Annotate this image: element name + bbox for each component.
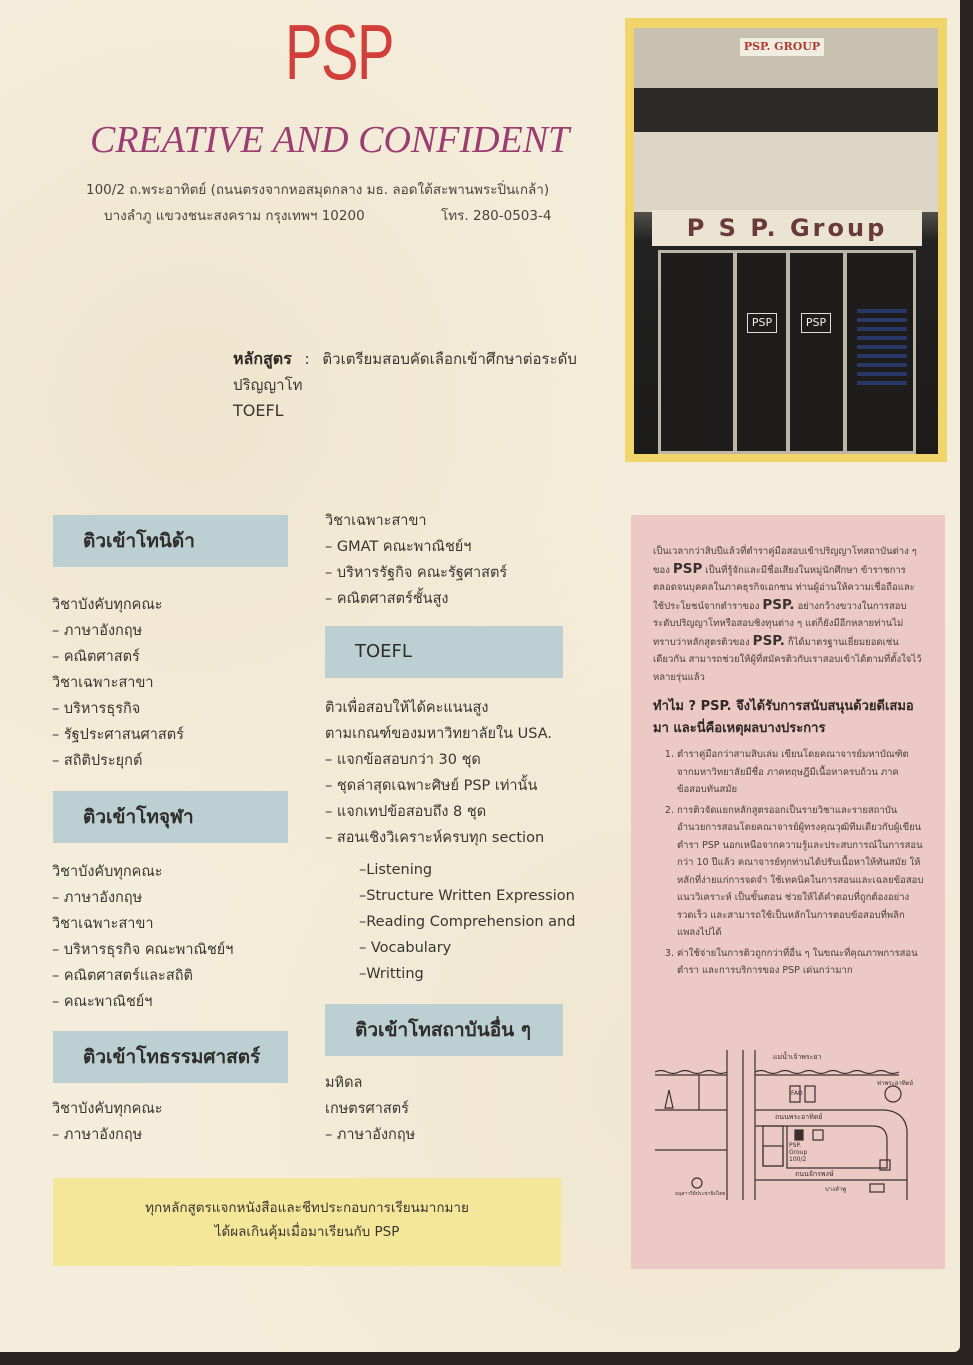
list-item: ติวเพื่อสอบให้ได้คะแนนสูง bbox=[325, 700, 489, 716]
list-item: วิชาบังคับทุกคณะ bbox=[52, 1101, 163, 1117]
why-heading: ทำไม ? PSP. จึงได้รับการสนับสนุนด้วยดีเสมอมา และนี่คือเหตุผลบางประการ bbox=[653, 699, 914, 736]
course-label: หลักสูตร bbox=[233, 349, 292, 368]
list-item: มหิดล bbox=[325, 1075, 363, 1091]
list-item: – คณิตศาสตร์ bbox=[52, 649, 140, 665]
list-item: เกษตรศาสตร์ bbox=[325, 1101, 409, 1117]
map-label-fao: FAO bbox=[791, 1090, 803, 1097]
main-sign: P S P. Group bbox=[652, 210, 922, 246]
list-item: – สถิติประยุกต์ bbox=[52, 753, 143, 769]
list-item: – คณิตศาสตร์ชั้นสูง bbox=[325, 591, 449, 607]
others-list bbox=[325, 1070, 415, 1148]
list-item: – รัฐประศาสนศาสตร์ bbox=[52, 727, 184, 743]
list-item: วิชาเฉพาะสาขา bbox=[325, 513, 427, 529]
map-psp-marker: PSP. Group 100/2 bbox=[789, 1142, 808, 1163]
list-item: – ภาษาอังกฤษ bbox=[52, 890, 143, 906]
map-label-monument: อนุสาวรีย์ประชาธิปไตย bbox=[675, 1191, 726, 1197]
list-item: – แจกเทปข้อสอบถึง 8 ชุด bbox=[325, 804, 487, 820]
course-line-1: ติวเตรียมสอบคัดเลือกเข้าศึกษาต่อระดับ bbox=[322, 350, 577, 368]
list-subitem: –Structure Written Expression bbox=[359, 888, 575, 904]
chula-list bbox=[52, 859, 233, 1015]
list-item: – บริหารธุรกิจ bbox=[52, 701, 141, 717]
footer-banner-line-2: ได้ผลเกินคุ้มเมื่อมาเรียนกับ PSP bbox=[214, 1224, 400, 1240]
list-item: – ภาษาอังกฤษ bbox=[52, 1127, 143, 1143]
list-item: – บริหารธุรกิจ คณะพาณิชย์ฯ bbox=[52, 942, 234, 958]
location-map bbox=[655, 1050, 920, 1200]
list-subitem: –Reading Comprehension and bbox=[359, 914, 576, 930]
thammasat-specific-list bbox=[325, 508, 507, 612]
map-label-phra-athit: ถนนพระอาทิตย์ bbox=[775, 1113, 823, 1121]
balcony bbox=[634, 88, 938, 132]
list-item: วิชาเฉพาะสาขา bbox=[52, 675, 154, 691]
map-label-chakrabongse: ถนนจักรพงษ์ bbox=[795, 1170, 834, 1178]
list-item: – บริหารรัฐกิจ คณะรัฐศาสตร์ bbox=[325, 565, 508, 581]
section-header-thammasat: ติวเข้าโทธรรมศาสตร์ bbox=[53, 1031, 288, 1083]
list-item: – คณะพาณิชย์ฯ bbox=[52, 994, 153, 1010]
awning bbox=[634, 132, 938, 212]
reason-item: 3. ค่าใช้จ่ายในการติวถูกกว่าที่อื่น ๆ ในขณะที่คุณภาพการสอน ตำรา และการบริการของ PSP เด่นกว่ามาก bbox=[677, 945, 925, 980]
storefront-photo bbox=[634, 28, 938, 454]
nida-list bbox=[52, 592, 184, 774]
list-item: – ภาษาอังกฤษ bbox=[52, 623, 143, 639]
course-line-2: ปริญญาโท bbox=[233, 376, 303, 394]
map-drawing bbox=[655, 1050, 920, 1200]
course-line-3: TOEFL bbox=[233, 401, 284, 420]
section-header-nida: ติวเข้าโทนิด้า bbox=[53, 515, 288, 567]
map-label-river: แม่น้ำเจ้าพระยา bbox=[773, 1053, 822, 1061]
door-label-right: PSP bbox=[801, 313, 831, 333]
door-label-left: PSP bbox=[747, 313, 777, 333]
intro-paragraph: เป็นเวลากว่าสิบปีแล้วที่ตำราคู่มือสอบเข้าปริญญาโทสถาบันต่าง ๆ ของ PSP เป็นที่รู้จักและมีชื่อเสียงในหมู่นักศึกษา ข้าราชการ ตลอดจนบุคคลในภาคธุรกิจเอกชน ท่านผู้อ่านให้ความเชื่อถือและใช้ประโยชน์จากตำราของ PSP. อย่างกว้างขวางในการสอบระดับปริญญาโทหรือสอบชิงทุนต่าง ๆ แต่ก็ยังมีอีกหลายท่านไม่ทราบว่าหลักสูตรติวของ PSP. ก็ได้มาตรฐานเยี่ยมยอดเช่นเดียวกัน สามารถช่วยให้ผู้ที่สมัครติวกับเราสอบเข้าได้ตามที่ตั้งใจไว้หลายรุ่นแล้ว bbox=[653, 546, 922, 683]
list-subitem: – Vocabulary bbox=[359, 940, 452, 956]
footer-banner bbox=[53, 1178, 561, 1266]
list-item: – GMAT คณะพาณิชย์ฯ bbox=[325, 539, 472, 555]
toefl-list bbox=[325, 695, 575, 987]
reasons-list bbox=[653, 746, 925, 980]
reason-item: 2. การติวจัดแยกหลักสูตรออกเป็นรายวิชาและรายสถาบัน อำนวยการสอนโดยคณาจารย์ผู้ทรงคุณวุฒิทีมเดียวกับผู้เขียนตำรา PSP นอกเหนือจากความรู้และประสบการณ์ในการสอนกว่า 10 ปีแล้ว คณาจารย์ทุกท่านได้ปรับเนื้อหาให้ทันสมัย ให้หลักที่ง่ายแก่การจดจำ ใช้เทคนิคในการสอนและเฉลยข้อสอบแนววิเคราะห์ เป็นขั้นตอน ช่วยให้ได้คำตอบที่ถูกต้องอย่างรวดเร็ว และสามารถใช้เป็นหลักในการตอบข้อสอบที่พลิกแพลงไปได้ bbox=[677, 802, 925, 942]
address-line-2: บางลำภู แขวงชนะสงคราม กรุงเทพฯ 10200 bbox=[104, 208, 365, 224]
list-subitem: –Listening bbox=[359, 862, 433, 878]
list-item: – แจกข้อสอบกว่า 30 ชุด bbox=[325, 752, 481, 768]
list-subitem: –Writting bbox=[359, 966, 424, 982]
door-frame bbox=[843, 253, 847, 451]
list-item: – สอนเชิงวิเคราะห์ครบทุก section bbox=[325, 830, 545, 846]
address-line-1: 100/2 ถ.พระอาทิตย์ (ถนนตรงจากหอสมุดกลาง มธ. ลอดใต้สะพานพระปิ่นเกล้า) bbox=[86, 182, 550, 198]
about-text bbox=[653, 543, 925, 983]
section-header-others: ติวเข้าโทสถาบันอื่น ๆ bbox=[325, 1004, 563, 1056]
reason-item: 1. ตำราคู่มือกว่าสามสิบเล่ม เขียนโดยคณาจารย์มหาบัณฑิตจากมหาวิทยาลัยมีชื่อ ภาคทฤษฎีมีเนื้อหาครบถ้วน ภาคข้อสอบทันสมัย bbox=[677, 746, 925, 799]
tagline: CREATIVE AND CONFIDENT bbox=[90, 119, 570, 161]
list-item: – ชุดล่าสุดเฉพาะศิษย์ PSP เท่านั้น bbox=[325, 778, 538, 794]
door-frame bbox=[786, 253, 790, 451]
footer-banner-line-1: ทุกหลักสูตรแจกหนังสือและชีทประกอบการเรียนมากมาย bbox=[145, 1200, 469, 1216]
door-frame bbox=[733, 253, 737, 451]
list-item: – คณิตศาสตร์และสถิติ bbox=[52, 968, 193, 984]
list-item: ตามเกณฑ์ของมหาวิทยาลัยใน USA. bbox=[325, 726, 552, 742]
list-item: วิชาบังคับทุกคณะ bbox=[52, 597, 163, 613]
about-sidebar bbox=[631, 515, 945, 1269]
section-header-toefl: TOEFL bbox=[325, 626, 563, 678]
storefront-photo-frame bbox=[625, 18, 947, 462]
thammasat-list bbox=[52, 1096, 163, 1148]
glass-doors bbox=[658, 250, 916, 454]
list-item: วิชาเฉพาะสาขา bbox=[52, 916, 154, 932]
list-item: – ภาษาอังกฤษ bbox=[325, 1127, 416, 1143]
psp-logo: PSP bbox=[285, 8, 394, 96]
section-header-chula: ติวเข้าโทจุฬา bbox=[53, 791, 288, 843]
map-label-pier: ท่าพระอาทิตย์ bbox=[877, 1080, 914, 1087]
window-poster bbox=[857, 309, 907, 389]
course-intro bbox=[233, 346, 577, 424]
map-label-banglamphu: บางลำพู bbox=[825, 1186, 847, 1193]
phone-number: โทร. 280-0503-4 bbox=[441, 208, 552, 224]
list-item: วิชาบังคับทุกคณะ bbox=[52, 864, 163, 880]
course-separator: : bbox=[304, 350, 310, 368]
top-sign: PSP. GROUP bbox=[740, 38, 824, 56]
